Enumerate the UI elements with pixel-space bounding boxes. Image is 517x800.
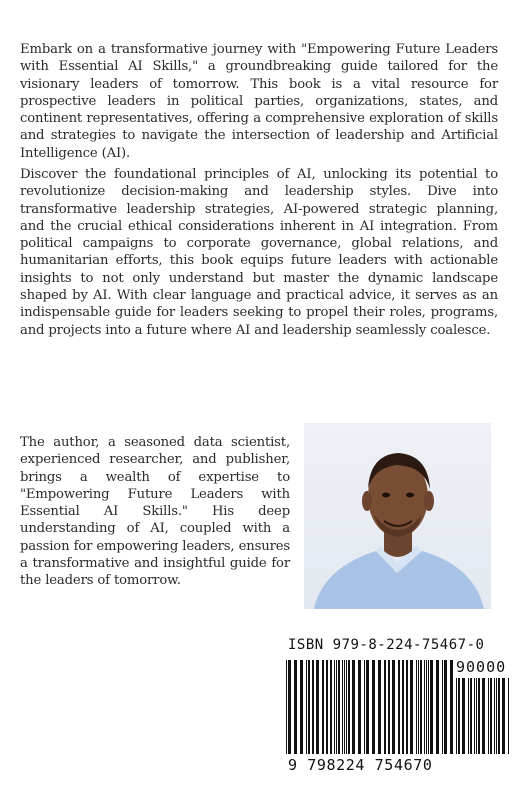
- isbn-number: ISBN 979-8-224-75467-0: [288, 637, 485, 653]
- barcode-digits: 9 798224 754670: [288, 756, 433, 774]
- barcode-bars-main: [286, 660, 454, 754]
- author-bio: The author, a seasoned data scientist, experienced researcher, and publisher, brings a wealth of expertise to "Empowering Future Leaders with Essential AI Skills." His deep understanding of AI, coupled with a passion for empowering leaders, ensures a transformative and insightful guide for the leaders of tomorrow.: [20, 435, 290, 589]
- author-portrait-icon: [304, 423, 491, 609]
- description-paragraph-1: Embark on a transformative journey with "Empowering Future Leaders with Essential AI Skills," a groundbreaking guide tailored for the visionary leaders of tomorrow. This book is a vital resource for prospective leaders in political parties, organizations, states, and continent representatives, offering a comprehensive exploration of skills and strategies to navigate the intersection of leadership and Artificial Intelligence (AI).: [20, 42, 498, 161]
- author-photo: [304, 423, 491, 609]
- description-paragraph-2: Discover the foundational principles of AI, unlocking its potential to revolutionize decision-making and leadership styles. Dive into transformative leadership strategies, AI-powered strategic planning, and the crucial ethical considerations inherent in AI integration. From political campaigns to corporate governance, global relations, and humanitarian efforts, this book equips future leaders with actionable insights to not only understand but master the dynamic landscape shaped by AI. With clear language and practical advice, it serves as an indispensable guide for leaders seeking to propel their roles, programs, and projects into a future where AI and leadership seamlessly coalesce.: [20, 167, 498, 338]
- isbn-barcode: [258, 632, 517, 800]
- barcode-addon-code: 90000: [456, 658, 507, 676]
- barcode-bars-addon: [456, 678, 512, 754]
